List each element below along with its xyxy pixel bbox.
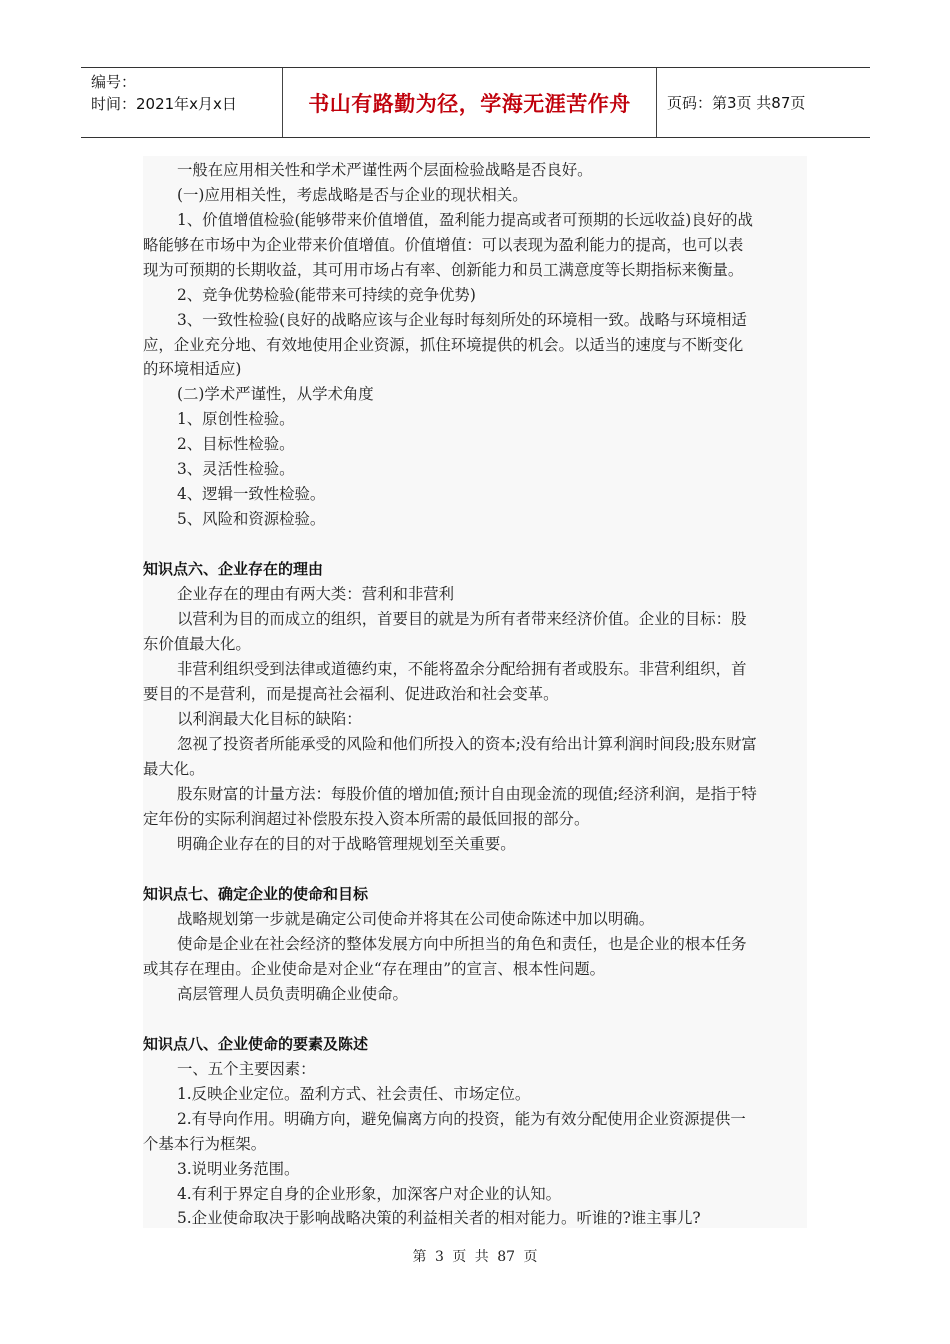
paragraph-line: 或其存在理由。企业使命是对企业“存在理由”的宣言、根本性问题。: [143, 960, 606, 978]
time-label: 时间：2021年x月x日: [91, 95, 237, 113]
paragraph-line: 2、目标性检验。: [177, 435, 295, 453]
paragraph-line: 3.说明业务范围。: [177, 1160, 300, 1178]
paragraph-line: 一、五个主要因素：: [177, 1060, 316, 1078]
paragraph-line: 4.有利于界定自身的企业形象，加深客户对企业的认知。: [177, 1185, 562, 1203]
paragraph-line: 个基本行为框架。: [143, 1135, 267, 1153]
section-heading: 知识点八、企业使命的要素及陈述: [143, 1035, 369, 1053]
paragraph-line: 3、灵活性检验。: [177, 460, 295, 478]
page-header: [81, 67, 870, 138]
paragraph-line: 最大化。: [143, 760, 205, 778]
motto: 书山有路勤为径，学海无涯苦作舟: [308, 90, 631, 116]
paragraph-line: 股东财富的计量方法：每股价值的增加值;预计自由现金流的现值;经济利润，是指于特: [177, 785, 757, 803]
paragraph-line: 1、价值增值检验(能够带来价值增值，盈利能力提高或者可预期的长远收益)良好的战: [177, 211, 753, 229]
section-heading: 知识点七、确定企业的使命和目标: [143, 885, 369, 903]
paragraph-line: 5、风险和资源检验。: [177, 510, 326, 528]
paragraph-line: 应，企业充分地、有效地使用企业资源，抓住环境提供的机会。以适当的速度与不断变化: [143, 336, 744, 354]
number-label: 编号：: [91, 73, 137, 91]
paragraph-line: (一)应用相关性，考虑战略是否与企业的现状相关。: [177, 186, 528, 204]
paragraph-line: 一般在应用相关性和学术严谨性两个层面检验战略是否良好。: [177, 161, 593, 179]
paragraph-line: 1.反映企业定位。盈利方式、社会责任、市场定位。: [177, 1085, 531, 1103]
paragraph-line: 以利润最大化目标的缺陷：: [177, 710, 362, 728]
paragraph-line: 2.有导向作用。明确方向，避免偏离方向的投资，能为有效分配使用企业资源提供一: [177, 1110, 746, 1128]
paragraph-line: 企业存在的理由有两大类：营利和非营利: [177, 585, 455, 603]
paragraph-line: 非营利组织受到法律或道德约束，不能将盈余分配给拥有者或股东。非营利组织，首: [177, 660, 747, 678]
paragraph-line: 要目的不是营利，而是提高社会福利、促进政治和社会变革。: [143, 685, 559, 703]
paragraph-line: 4、逻辑一致性检验。: [177, 485, 326, 503]
page-footer: 第 3 页 共 87 页: [412, 1249, 538, 1265]
paragraph-line: 3、一致性检验(良好的战略应该与企业每时每刻所处的环境相一致。战略与环境相适: [177, 311, 747, 329]
paragraph-line: 以营利为目的而成立的组织，首要目的就是为所有者带来经济价值。企业的目标：股: [177, 610, 747, 628]
header-page-cell: [657, 68, 870, 137]
paragraph-line: (二)学术严谨性，从学术角度: [177, 385, 374, 403]
paragraph-line: 忽视了投资者所能承受的风险和他们所投入的资本;没有给出计算利润时间段;股东财富: [177, 735, 757, 753]
section-heading: 知识点六、企业存在的理由: [143, 560, 324, 578]
header-meta: [81, 68, 283, 137]
paragraph-line: 高层管理人员负责明确企业使命。: [177, 985, 408, 1003]
paragraph-line: 5.企业使命取决于影响战略决策的利益相关者的相对能力。听谁的?谁主事儿?: [177, 1209, 701, 1227]
paragraph-line: 的环境相适应): [143, 360, 242, 378]
paragraph-line: 现为可预期的长期收益，其可用市场占有率、创新能力和员工满意度等长期指标来衡量。: [143, 261, 744, 279]
paragraph-line: 定年份的实际利润超过补偿股东投入资本所需的最低回报的部分。: [143, 810, 590, 828]
paragraph-line: 东价值最大化。: [143, 635, 251, 653]
paragraph-line: 明确企业存在的目的对于战略管理规划至关重要。: [177, 835, 516, 853]
page-info: 页码：第3页 共87页: [667, 94, 806, 112]
paragraph-line: 略能够在市场中为企业带来价值增值。价值增值：可以表现为盈利能力的提高，也可以表: [143, 236, 744, 254]
header-motto-cell: [283, 68, 657, 137]
paragraph-line: 使命是企业在社会经济的整体发展方向中所担当的角色和责任，也是企业的根本任务: [177, 935, 747, 953]
paragraph-line: 战略规划第一步就是确定公司使命并将其在公司使命陈述中加以明确。: [177, 910, 655, 928]
document-body: [143, 156, 807, 1228]
paragraph-line: 1、原创性检验。: [177, 410, 295, 428]
paragraph-line: 2、竞争优势检验(能带来可持续的竞争优势): [177, 286, 476, 304]
